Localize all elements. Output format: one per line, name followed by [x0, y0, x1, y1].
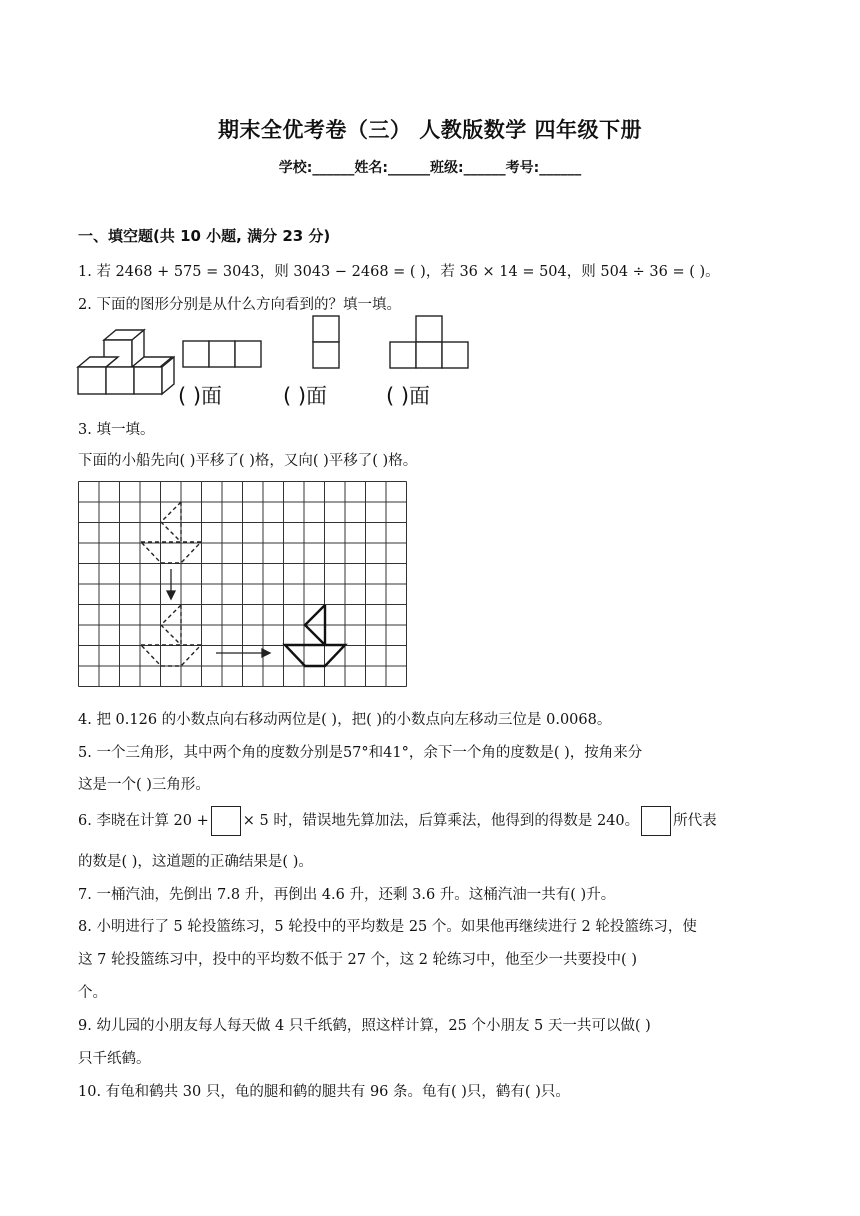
question-4: 4. 把 0.126 的小数点向右移动两位是( )，把( )的小数点向左移动三位是 0.0068。 — [78, 712, 612, 728]
question-5-line-1: 5. 一个三角形，其中两个角的度数分别是57°和41°，余下一个角的度数是( )，按角来分 — [78, 745, 643, 761]
question-8-line-2: 这 7 轮投篮练习中，投中的平均数不低于 27 个，这 2 轮练习中，他至少一共要投中( ) — [78, 952, 637, 968]
question-9-line-1: 9. 幼儿园的小朋友每人每天做 4 只千纸鹤，照这样计算，25 个小朋友 5 天一共可以做( ) — [78, 1018, 651, 1034]
question-6-part-2: × 5 时，错误地先算加法，后算乘法，他得到的得数是 240。 — [242, 813, 640, 829]
student-info-line: 学校:______姓名:______班级:______考号:______ — [278, 160, 582, 176]
question-3-title: 3. 填一填。 — [78, 422, 155, 438]
view-label-a: ( )面 — [178, 384, 223, 408]
section-heading-fill-in: 一、填空题(共 10 小题, 满分 23 分) — [78, 227, 331, 245]
question-10: 10. 有龟和鹤共 30 只，龟的腿和鹤的腿共有 96 条。龟有( )只，鹤有( )只。 — [78, 1084, 570, 1100]
view-label-c: ( )面 — [386, 384, 431, 408]
question-8-line-1: 8. 小明进行了 5 轮投篮练习，5 轮投中的平均数是 25 个。如果他再继续进行 2 轮投篮练习，使 — [78, 919, 697, 935]
question-6-part-1: 6. 李晓在计算 20 + — [78, 813, 209, 829]
question-6-part-3: 所代表 — [673, 813, 717, 829]
question-2: 2. 下面的图形分别是从什么方向看到的？填一填。 — [78, 297, 401, 313]
view-t-shape — [390, 316, 468, 368]
translation-grid — [78, 481, 408, 689]
exam-title: 期末全优考卷（三） 人教版数学 四年级下册 — [217, 118, 643, 142]
question-5-line-2: 这是一个( )三角形。 — [78, 777, 210, 793]
view-label-b: ( )面 — [283, 384, 328, 408]
unknown-box-2 — [641, 806, 671, 836]
unknown-box-1 — [211, 806, 241, 836]
question-9-line-2: 只千纸鹤。 — [78, 1051, 151, 1067]
question-7: 7. 一桶汽油，先倒出 7.8 升，再倒出 4.6 升，还剩 3.6 升。这桶汽油一共有( )升。 — [78, 887, 616, 903]
view-three-in-row — [183, 341, 261, 367]
question-1: 1. 若 2468 + 575 = 3043，则 3043 − 2468 = ( )，若 36 × 14 = 504，则 504 ÷ 36 = ( )。 — [78, 264, 720, 280]
question-6-line-2: 的数是( )，这道题的正确结果是( )。 — [78, 854, 313, 870]
question-8-line-3: 个。 — [78, 985, 107, 1001]
view-two-stacked — [313, 316, 339, 368]
dashed-boat-original — [141, 502, 201, 563]
cube-stack-figure — [78, 330, 174, 394]
dashed-boat-after-down — [141, 605, 201, 666]
question-3-text: 下面的小船先向( )平移了( )格，又向( )平移了( )格。 — [78, 453, 418, 469]
solid-boat-final — [285, 605, 345, 666]
question-6-line-1 — [78, 806, 717, 836]
